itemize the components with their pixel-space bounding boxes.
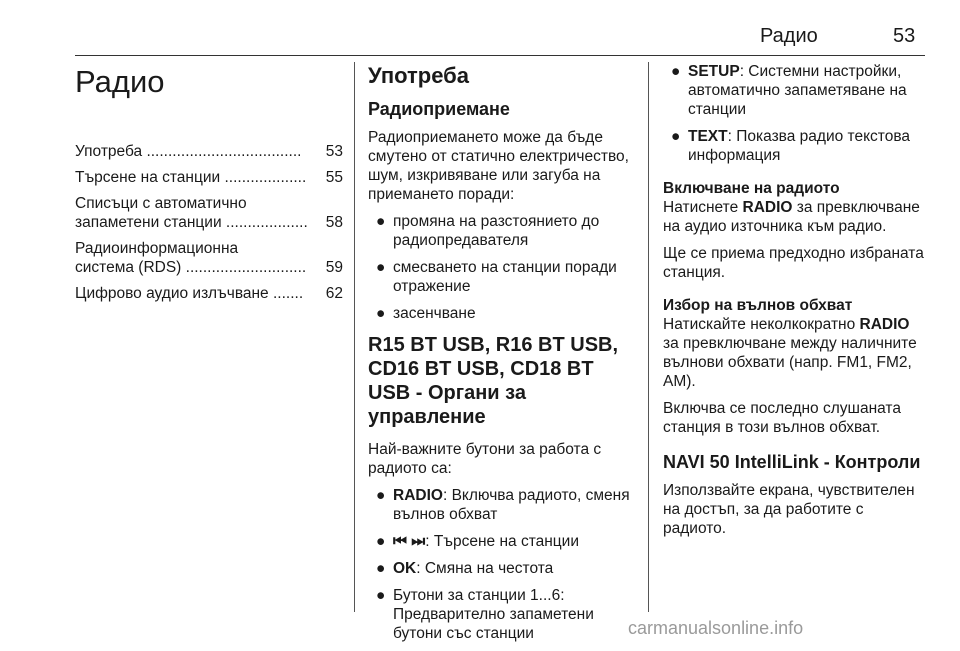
control-key: SETUP [688, 63, 740, 80]
toc-entry-text: Търсене на станции ................... [75, 169, 307, 186]
toc-entry[interactable] [75, 168, 343, 187]
text-run: за превключване между наличните вълнови обхвати (напр. FM1, FM2, AM). [663, 335, 917, 390]
paragraph: Включва се последно слушаната станция в този вълнов обхват. [663, 400, 901, 436]
control-key: RADIO [742, 199, 793, 216]
subsection-heading: Избор на вълнов обхват [663, 297, 853, 314]
column-divider-2 [648, 62, 649, 612]
bullet-icon: ● [376, 587, 386, 604]
toc-entry-text: система (RDS) ............................ [75, 259, 307, 276]
toc-entry-page: 59 [325, 259, 343, 276]
bullet-icon: ● [376, 533, 386, 550]
control-key: TEXT [688, 128, 728, 145]
column-divider-1 [354, 62, 355, 612]
toc-entry-text: Списъци с автоматично [75, 195, 247, 212]
toc-entry-text-block [75, 239, 322, 277]
bullet-icon: ● [376, 213, 386, 230]
paragraph: Радиоприемането може да бъде смутено от статично електричество, шум, изкривяване или загуба на приемането поради: [368, 129, 629, 203]
control-key: RADIO [859, 316, 910, 333]
bullet-icon: ● [376, 259, 386, 276]
toc-entry[interactable] [75, 284, 343, 303]
page-number: 53 [893, 25, 916, 47]
toc-entry[interactable] [75, 194, 343, 232]
list-item [368, 258, 638, 296]
control-description: Бутони за станции 1...6: Предварително запаметени бутони със станции [393, 587, 594, 642]
list-item [663, 62, 929, 119]
subsection-heading: Включване на радиото [663, 180, 840, 197]
control-description: : Включва радиото, сменя вълнов обхват [393, 487, 630, 523]
text-run: Натискайте неколкократно [663, 316, 860, 333]
toc-entry-page: 58 [325, 214, 343, 231]
text-run: за превключване на аудио източника към радио. [663, 199, 920, 235]
running-title: Радио [760, 25, 818, 47]
toc-entry-text: Радиоинформационна [75, 240, 239, 257]
bullet-icon: ● [376, 487, 386, 504]
list-item-text: засенчване [393, 305, 476, 322]
controls-list-continued [663, 62, 929, 165]
paragraph [663, 198, 929, 236]
control-description: : Показва радио текстова информация [688, 128, 911, 164]
toc-entry-text: запаметени станции ................... [75, 214, 308, 231]
toc-entry[interactable] [75, 239, 343, 277]
toc-entry-text-block [75, 194, 322, 232]
page-header [0, 0, 960, 56]
toc-entry-page: 53 [325, 143, 343, 160]
paragraph: Използвайте екрана, чувствителен на достъп, за да работите с радиото. [663, 482, 915, 537]
control-description: : Системни настройки, автоматично запаметяване на станции [688, 63, 907, 118]
control-description: : Смяна на честота [416, 560, 554, 577]
toc-entry-page: 55 [325, 169, 343, 186]
section-heading: R15 BT USB, R16 BT USB, CD16 BT USB, CD18 BT USB - Органи за управление [368, 334, 619, 428]
control-description: : Търсене на станции [425, 533, 580, 550]
seek-icons: ⏮ ⏭ [393, 533, 426, 550]
bullet-icon: ● [671, 63, 681, 80]
bullet-icon: ● [376, 560, 386, 577]
list-item [368, 212, 638, 250]
watermark: carmanualsonline.info [628, 618, 804, 638]
content-column-2 [368, 62, 638, 651]
paragraph: Най-важните бутони за работа с радиото са: [368, 441, 602, 477]
toc-entry-page: 62 [325, 285, 343, 302]
causes-list [368, 212, 638, 323]
list-item [663, 127, 929, 165]
text-run: Натиснете [663, 199, 743, 216]
list-item-text: промяна на разстоянието до радиопредавателя [393, 213, 600, 249]
list-item [368, 559, 638, 578]
section-heading: NAVI 50 IntelliLink - Контроли [663, 452, 921, 472]
controls-list [368, 486, 638, 643]
list-item [368, 304, 638, 323]
paragraph: Ще се приема предходно избраната станция. [663, 245, 924, 281]
chapter-title: Радио [75, 64, 165, 99]
subsection-heading: Радиоприемане [368, 99, 510, 119]
list-item [368, 486, 638, 524]
toc-entry-text: Цифрово аудио излъчване ....... [75, 285, 304, 302]
toc-entry[interactable] [75, 142, 343, 161]
toc-column [75, 62, 343, 310]
control-key: OK [393, 560, 417, 577]
paragraph [663, 315, 929, 391]
bullet-icon: ● [671, 128, 681, 145]
table-of-contents [75, 142, 343, 303]
section-heading: Употреба [368, 63, 470, 88]
list-item [368, 586, 638, 643]
toc-entry-text: Употреба .................................... [75, 143, 302, 160]
list-item [368, 532, 638, 551]
list-item-text: смесването на станции поради отражение [393, 259, 617, 295]
bullet-icon: ● [376, 305, 386, 322]
content-column-3 [663, 62, 929, 546]
control-key: RADIO [393, 487, 443, 504]
header-rule [75, 55, 925, 56]
